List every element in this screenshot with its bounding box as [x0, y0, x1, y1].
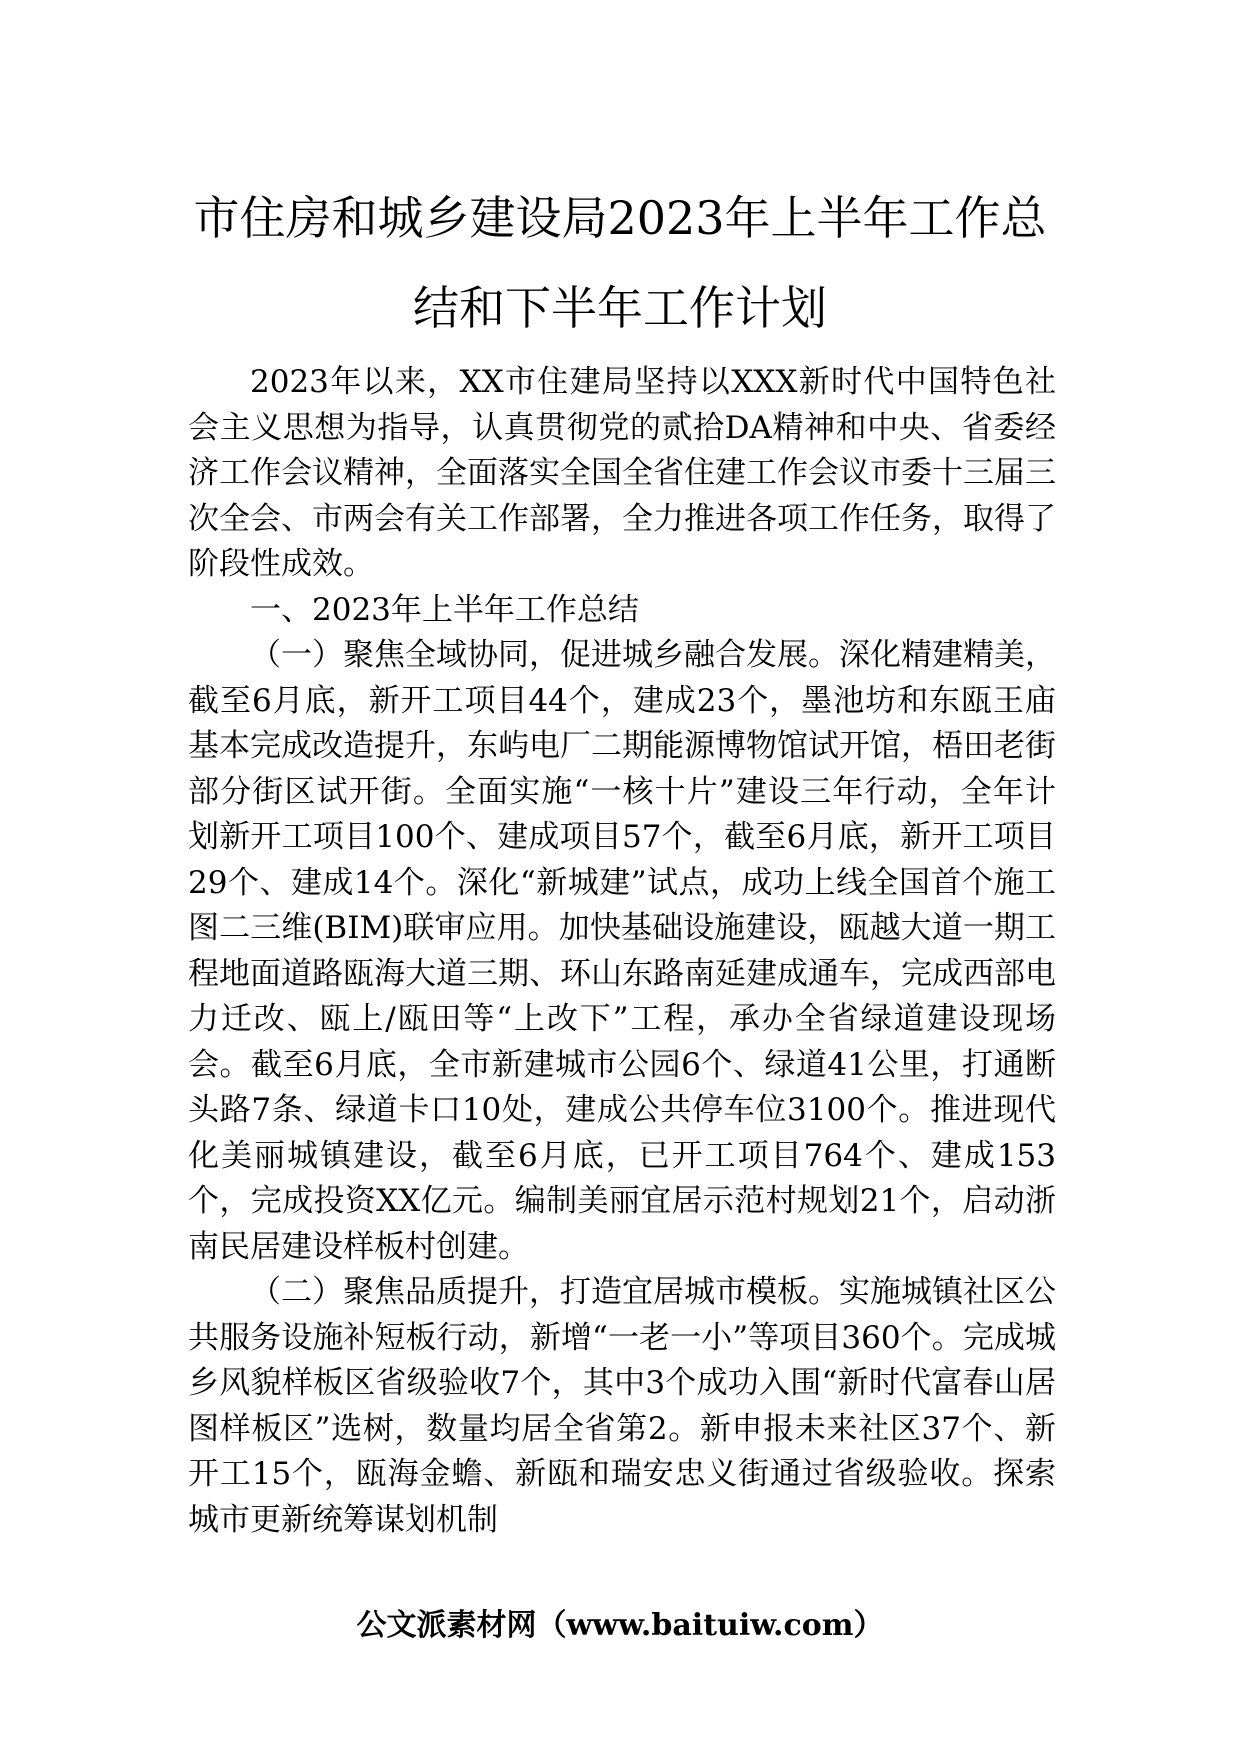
document-title-line-2: 结和下半年工作计划: [413, 281, 827, 335]
document-body: [188, 360, 1056, 1543]
subsection-2-paragraph: （二）聚焦品质提升，打造宜居城市模板。实施城镇社区公共服务设施补短板行动，新增“一老一小”等项目360个。完成城乡风貌样板区省级验收7个，其中3个成功入围“新时代富春山居图样板区”选树，数量均居全省第2。新申报未来社区37个、新开工15个，瓯海金蟾、新瓯和瑞安忠义街通过省级验收。探索城市更新统筹谋划机制: [188, 1274, 1056, 1538]
document-title-line-1: 市住房和城乡建设局2023年上半年工作总: [193, 191, 1047, 245]
intro-paragraph: 2023年以来，XX市住建局坚持以XXX新时代中国特色社会主义思想为指导，认真贯彻党的贰拾DA精神和中央、省委经济工作会议精神，全面落实全国全省住建工作会议市委十三届三次全会、市两会有关工作部署，全力推进各项工作任务，取得了阶段性成效。: [188, 364, 1056, 582]
footer-watermark: 公文派素材网（www.baituiw.com）: [356, 1608, 884, 1643]
subsection-1-paragraph: （一）聚焦全域协同，促进城乡融合发展。深化精建精美，截至6月底，新开工项目44个，建成23个，墨池坊和东瓯王庙基本完成改造提升，东屿电厂二期能源博物馆试开馆，梧田老街部分街区试开街。全面实施“一核十片”建设三年行动，全年计划新开工项目100个、建成项目57个，截至6月底，新开工项目29个、建成14个。深化“新城建”试点，成功上线全国首个施工图二三维(BIM)联审应用。加快基础设施建设，瓯越大道一期工程地面道路瓯海大道三期、环山东路南延建成通车，完成西部电力迁改、瓯上/瓯田等“上改下”工程，承办全省绿道建设现场会。截至6月底，全市新建城市公园6个、绿道41公里，打通断头路7条、绿道卡口10处，建成公共停车位3100个。推进现代化美丽城镇建设，截至6月底，已开工项目764个、建成153个，完成投资XX亿元。编制美丽宜居示范村规划21个，启动浙南民居建设样板村创建。: [188, 637, 1056, 1265]
section-heading: 一、2023年上半年工作总结: [250, 591, 639, 628]
